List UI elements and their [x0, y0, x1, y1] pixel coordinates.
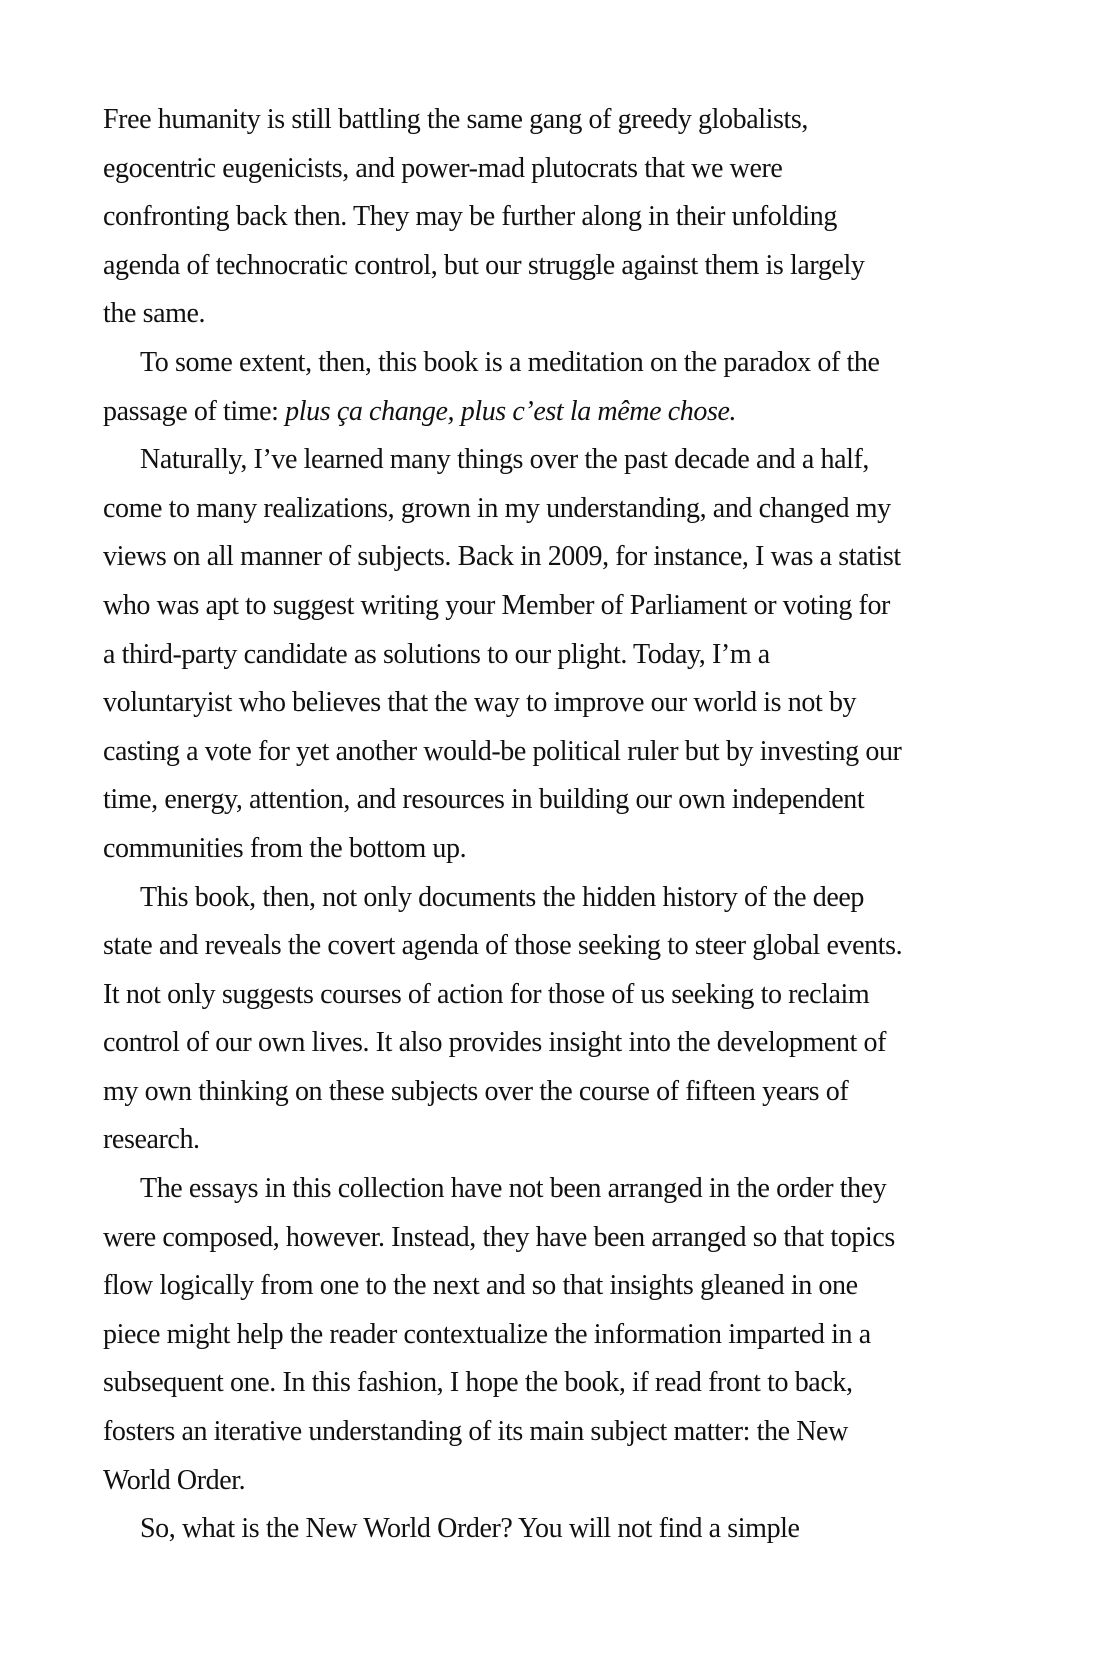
italic-phrase: plus ça change, plus c’est la même chose. — [285, 395, 737, 427]
text-line — [103, 1359, 1018, 1408]
text-segment: were composed, however. Instead, they have been arranged so that topics — [103, 1221, 895, 1253]
text-segment: a third-party candidate as solutions to our plight. Today, I’m a — [103, 638, 770, 670]
text-segment: views on all manner of subjects. Back in 2009, for instance, I was a statist — [103, 541, 901, 573]
text-segment: my own thinking on these subjects over the course of fifteen years of — [103, 1075, 849, 1107]
text-line — [103, 728, 1018, 777]
text-line — [103, 1505, 1018, 1554]
text-line — [103, 1262, 1018, 1311]
text-line — [103, 1214, 1018, 1263]
text-segment: piece might help the reader contextualize the information imparted in a — [103, 1318, 871, 1350]
text-line — [103, 1019, 1018, 1068]
text-segment: time, energy, attention, and resources in building our own independent — [103, 784, 865, 816]
text-segment: casting a vote for yet another would-be political ruler but by investing our — [103, 735, 902, 767]
text-segment: This book, then, not only documents the hidden history of the deep — [140, 881, 865, 913]
text-segment: The essays in this collection have not been arranged in the order they — [140, 1173, 887, 1205]
text-segment: the same. — [103, 298, 206, 330]
text-line — [103, 436, 1018, 485]
text-segment: passage of time: — [103, 395, 286, 427]
text-line — [103, 1068, 1018, 1117]
text-line — [103, 582, 1018, 631]
text-segment: To some extent, then, this book is a meditation on the paradox of the — [140, 346, 880, 378]
text-segment: voluntaryist who believes that the way to improve our world is not by — [103, 687, 857, 719]
text-line — [103, 290, 1018, 339]
text-segment: confronting back then. They may be further along in their unfolding — [103, 201, 837, 233]
text-line — [103, 96, 1018, 145]
text-line — [103, 242, 1018, 291]
text-segment: flow logically from one to the next and so that insights gleaned in one — [103, 1270, 858, 1302]
text-line — [103, 971, 1018, 1020]
text-segment: agenda of technocratic control, but our struggle against them is largely — [103, 249, 865, 281]
text-segment: communities from the bottom up. — [103, 832, 467, 864]
text-line — [103, 1457, 1018, 1506]
text-segment: come to many realizations, grown in my understanding, and changed my — [103, 492, 891, 524]
text-line — [103, 339, 1018, 388]
text-segment: Naturally, I’ve learned many things over the past decade and a half, — [140, 444, 870, 476]
text-line — [103, 1165, 1018, 1214]
text-line — [103, 1311, 1018, 1360]
text-segment: World Order. — [103, 1464, 246, 1496]
text-line — [103, 679, 1018, 728]
text-segment: So, what is the New World Order? You will not find a simple — [140, 1513, 800, 1545]
text-line — [103, 485, 1018, 534]
text-block — [103, 96, 1018, 1554]
text-line — [103, 1408, 1018, 1457]
text-segment: egocentric eugenicists, and power-mad plutocrats that we were — [103, 152, 783, 184]
text-line — [103, 825, 1018, 874]
text-segment: research. — [103, 1124, 200, 1156]
text-line — [103, 533, 1018, 582]
text-segment: control of our own lives. It also provides insight into the development of — [103, 1027, 887, 1059]
text-segment: fosters an iterative understanding of its main subject matter: the New — [103, 1416, 848, 1448]
text-segment: subsequent one. In this fashion, I hope the book, if read front to back, — [103, 1367, 853, 1399]
text-segment: who was apt to suggest writing your Member of Parliament or voting for — [103, 589, 890, 621]
text-segment: state and reveals the covert agenda of those seeking to steer global events. — [103, 930, 903, 962]
text-line — [103, 145, 1018, 194]
text-line — [103, 1116, 1018, 1165]
text-line — [103, 776, 1018, 825]
text-line — [103, 922, 1018, 971]
text-line — [103, 388, 1018, 437]
text-segment: It not only suggests courses of action for those of us seeking to reclaim — [103, 978, 870, 1010]
text-line — [103, 193, 1018, 242]
text-line — [103, 631, 1018, 680]
text-line — [103, 874, 1018, 923]
text-segment: Free humanity is still battling the same gang of greedy globalists, — [103, 104, 808, 135]
